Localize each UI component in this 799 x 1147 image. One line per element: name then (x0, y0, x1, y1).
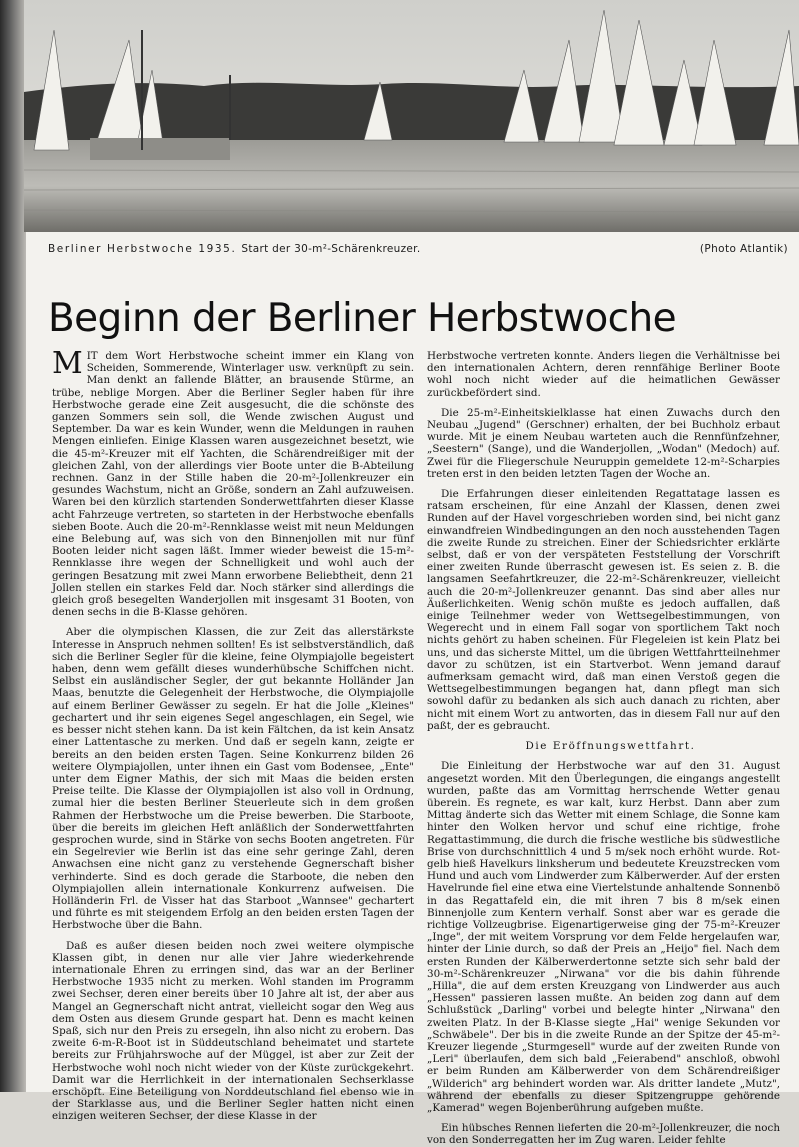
article-column-right (427, 350, 780, 1147)
regatta-photo (24, 0, 799, 232)
sailboat-regatta-photo-icon (24, 0, 799, 232)
article-title: Beginn der Berliner Herbstwoche (48, 296, 676, 341)
article-column-left (52, 346, 414, 1123)
caption-event: Berliner Herbstwoche 1935. (48, 243, 237, 255)
drop-cap: M (52, 346, 83, 381)
article-paragraph: MIT dem Wort Herbstwoche scheint immer ein Klang von Scheiden, Sommerende, Winterlager usw. verknüpft zu sein. Man denkt an fallende Blätter, an brausende Stürme, an trübe, neblige Morgen. Aber die Berliner Segler haben für ihre Herbstwoche gerade eine Zeit ausgesucht, die die schönste des ganzen Sommers sein soll, die Wende zwischen August und September. Da war es kein Wunder, wenn die Meldungen in rauhen Mengen einliefen. Einige Klassen waren ausgezeichnet besetzt, wie die 45-m²-Kreuzer mit elf Yachten, die Schärendreißiger mit der gleichen Zahl, von der allerdings vier Boote unter die B-Abteilung rechnen. Ganz in der Stille haben die 20-m²-Jollenkreuzer ein gesundes Wachstum, nicht an Größe, sondern an Zahl aufzuweisen. Waren bei den kürzlich startenden Sonderwettfahrten dieser Klasse acht Fahrzeuge vertreten, so starteten in der Herbstwoche ebenfalls sieben Boote. Auch die 20-m²-Rennklasse weist mit neun Meldungen eine Belebung auf, was sich von den Binnenjollen mit nur fünf Booten leider nicht sagen läßt. Immer wieder beweist die 15-m²-Rennklasse ihre wegen der Schnelligkeit und wohl auch der geringen Besatzung mit zwei Mann erworbene Beliebtheit, denn 21 Jollen stellen ein starkes Feld dar. Noch stärker sind allerdings die gleich groß besegelten Wanderjollen mit insgesamt 31 Booten, von denen sechs in die B-Klasse gehören. (52, 346, 414, 619)
article-paragraph: Daß es außer diesen beiden noch zwei weitere olympische Klassen gibt, in denen nur alle vier Jahre wiederkehrende internationale Ehren zu erringen sind, das war an der Berliner Herbstwoche 1935 nicht zu merken. Wohl standen im Programm zwei Sechser, deren einer bereits über 10 Jahre alt ist, der aber aus Mangel an Gegnerschaft nicht antrat, vielleicht sogar den Weg aus dem Osten aus diesem Grunde gespart hat. Denn es macht keinen Spaß, sich nur den Preis zu ersegeln, ihn also nicht zu erobern. Das zweite 6-m-R-Boot ist in Süddeutschland beheimatet und startete bereits zur Frühjahrswoche auf der Müggel, ist aber zur Zeit der Herbstwoche wohl noch nicht wieder von der Küste zurückgekehrt. Damit war die Herrlichkeit in der internationalen Sechserklasse erschöpft. Eine Beteiligung von Norddeutschland fiel ebenso wie in der Starklasse aus, und die Berliner Segler hatten nicht einen einzigen weiteren Sechser, der diese Klasse in der (52, 939, 414, 1123)
article-paragraph: Herbstwoche vertreten konnte. Anders liegen die Verhältnisse bei den internationalen Achtern, deren rennfähige Berliner Boote wohl noch nicht wieder auf die heimatlichen Gewässer zurückbefördert sind. (427, 350, 780, 399)
article-paragraph: Die Einleitung der Herbstwoche war auf den 31. August angesetzt worden. Mit den Überlegungen, die eingangs angestellt wurden, paßte das am Vormittag herrschende Wetter genau überein. Es regnete, es war kalt, kurz Herbst. Dann aber zum Mittag änderte sich das Wetter mit einem Schlage, die Sonne kam hinter den Wolken hervor und schuf eine richtige, frohe Regattastimmung, die durch die frische westliche bis südwestliche Brise von durchschnittlich 4 und 5 m/sek noch erhöht wurde. Rot-gelb hieß Havelkurs linksherum und bedeutete Kreuzstrecken vom Hund und auch vom Lindwerder zum Kälberwerder. Auf der ersten Havelrunde fiel eine etwa eine Viertelstunde anhaltende Sonnenbö in das Regattafeld ein, die mit ihren 7 bis 8 m/sek einen Binnenjolle zum Kentern verhalf. Sonst aber war es gerade die richtige Vollzeugbrise. Eigenartigerweise ging der 75-m²-Kreuzer „Inge", der mit weitem Vorsprung vor dem Felde hergelaufen war, hinter der Linie durch, so daß der Preis an „Heijo" fiel. Nach dem ersten Runden der Kälberwerdertonne setzte sich sehr bald der 30-m²-Schärenkreuzer „Nirwana" vor die bis dahin führende „Hilla", die auf dem ersten Kreuzgang von Lindwerder aus auch „Hessen" passieren lassen mußte. An beiden zog dann auf dem Schlußstück „Darling" vorbei und belegte hinter „Nirwana" den zweiten Platz. In der B-Klasse siegte „Hai" wenige Sekunden vor „Schwäbele". Der bis in die zweite Runde an der Spitze der 45-m²-Kreuzer liegende „Sturmgesell" wurde auf der zweiten Runde von „Leri" überlaufen, dem sich bald „Feierabend" anschloß, obwohl er beim Runden am Kälberwerder von dem Schärendreißiger „Wilderich" arg behindert worden war. Als dritter landete „Mutz", während der ebenfalls zu dieser Spitzengruppe gehörende „Kamerad" wegen Bojenberührung aufgeben mußte. (427, 760, 780, 1114)
article-paragraph: Ein hübsches Rennen lieferten die 20-m²-Jollenkreuzer, die noch von den Sonderregatten her im Zug waren. Leider fehlte (427, 1122, 780, 1147)
article-paragraph: Die Erfahrungen dieser einleitenden Regattatage lassen es ratsam erscheinen, für eine Anzahl der Klassen, denen zwei Runden auf der Havel vorgeschrieben worden sind, bei nicht ganz einwandfreien Windbedingungen an den noch ausstehenden Tagen die zweite Runde zu streichen. Einer der Schiedsrichter erklärte selbst, daß er von der verspäteten Feststellung der Vorschrift einer zweiten Runde überrascht gewesen ist. Es seien z. B. die langsamen Seefahrtkreuzer, die 22-m²-Schärenkreuzer, vielleicht auch die 20-m²-Jollenkreuzer genannt. Das sind aber alles nur Äußerlichkeiten. Wenig schön mußte es jedoch auffallen, daß einige Teilnehmer weder von Wettsegelbestimmungen, von Wegerecht und in einem Fall sogar von sportlichem Takt noch nichts gehört zu haben scheinen. Für Flegeleien ist kein Platz bei uns, und das sicherste Mittel, um die übrigen Wettfahrtteilnehmer davor zu schützen, ist ein Startverbot. Wenn jemand darauf aufmerksam gemacht wird, daß man einen Verstoß gegen die Wettsegelbestimmungen begangen hat, dann pflegt man sich sowohl dafür zu bedanken als sich auch danach zu richten, aber nicht mit einem Wort zu antworten, das in diesem Fall nur auf den paßt, der es gebraucht. (427, 488, 780, 732)
section-subheading: Die Eröffnungswettfahrt. (525, 740, 696, 753)
caption-description: Start der 30-m²-Schärenkreuzer. (241, 243, 421, 255)
photo-caption (48, 243, 788, 255)
page-spine-shadow (0, 0, 26, 1092)
article-paragraph: Aber die olympischen Klassen, die zur Zeit das allerstärkste Interesse in Anspruch nehmen sollten! Es ist selbstverständlich, daß sich die Berliner Segler für die kleine, feine Olympiajolle begeistert haben, denn wem gefällt dieses wunderhübsche Schiffchen nicht. Selbst ein ausländischer Segler, der gut bekannte Holländer Jan Maas, benutzte die Gelegenheit der Herbstwoche, die Olympiajolle auf einem Berliner Gewässer zu segeln. Er hat die Jolle „Kleines" gechartert und ihr sein eigenes Segel angeschlagen, ein Segel, wie es besser nicht stehen kann. Da ist kein Fältchen, da ist kein Ansatz einer Lattentasche zu merken. Und daß er segeln kann, zeigte er bereits an den beiden ersten Tagen. Seine Konkurrenz bilden 26 weitere Olympiajollen, unter ihnen ein Gast vom Bodensee, „Ente" unter dem Eigner Mathis, der sich mit Maas die beiden ersten Preise teilte. Die Klasse der Olympiajollen ist also voll in Ordnung, zumal hier die besten Berliner Steuerleute sich in dem großen Rahmen der Herbstwoche um die Preise bewerben. Die Starboote, über die bereits im gleichen Heft anläßlich der Sonderwettfahrten gesprochen wurde, sind in Stärke von sechs Booten angetreten. Für ein Segelrevier wie Berlin ist das eine sehr geringe Zahl, deren Anwachsen eine nicht ganz zu verstehende Gegnerschaft bisher verhinderte. Sind es doch gerade die Starboote, die neben den Olympiajollen allein internationale Konkurrenz aufweisen. Die Holländerin Frl. de Visser hat das Starboot „Wannsee" gechartert und führte es mit steigendem Erfolg an den beiden ersten Tagen der Herbstwoche über die Bahn. (52, 626, 414, 932)
photo-credit: (Photo Atlantik) (699, 243, 788, 255)
caption-text (48, 243, 420, 255)
article-paragraph: Die 25-m²-Einheitskielklasse hat einen Zuwachs durch den Neubau „Jugend" (Gerschner) erhalten, der bei Buchholz erbaut wurde. Mit je einem Neubau warteten auch die Rennfünfzehner, „Seestern" (Sange), und die Wanderjollen, „Wodan" (Medoch) auf. Zwei für die Fliegerschule Neuruppin gemeldete 12-m²-Scharpies treten erst in den beiden letzten Tagen der Woche an. (427, 406, 780, 480)
